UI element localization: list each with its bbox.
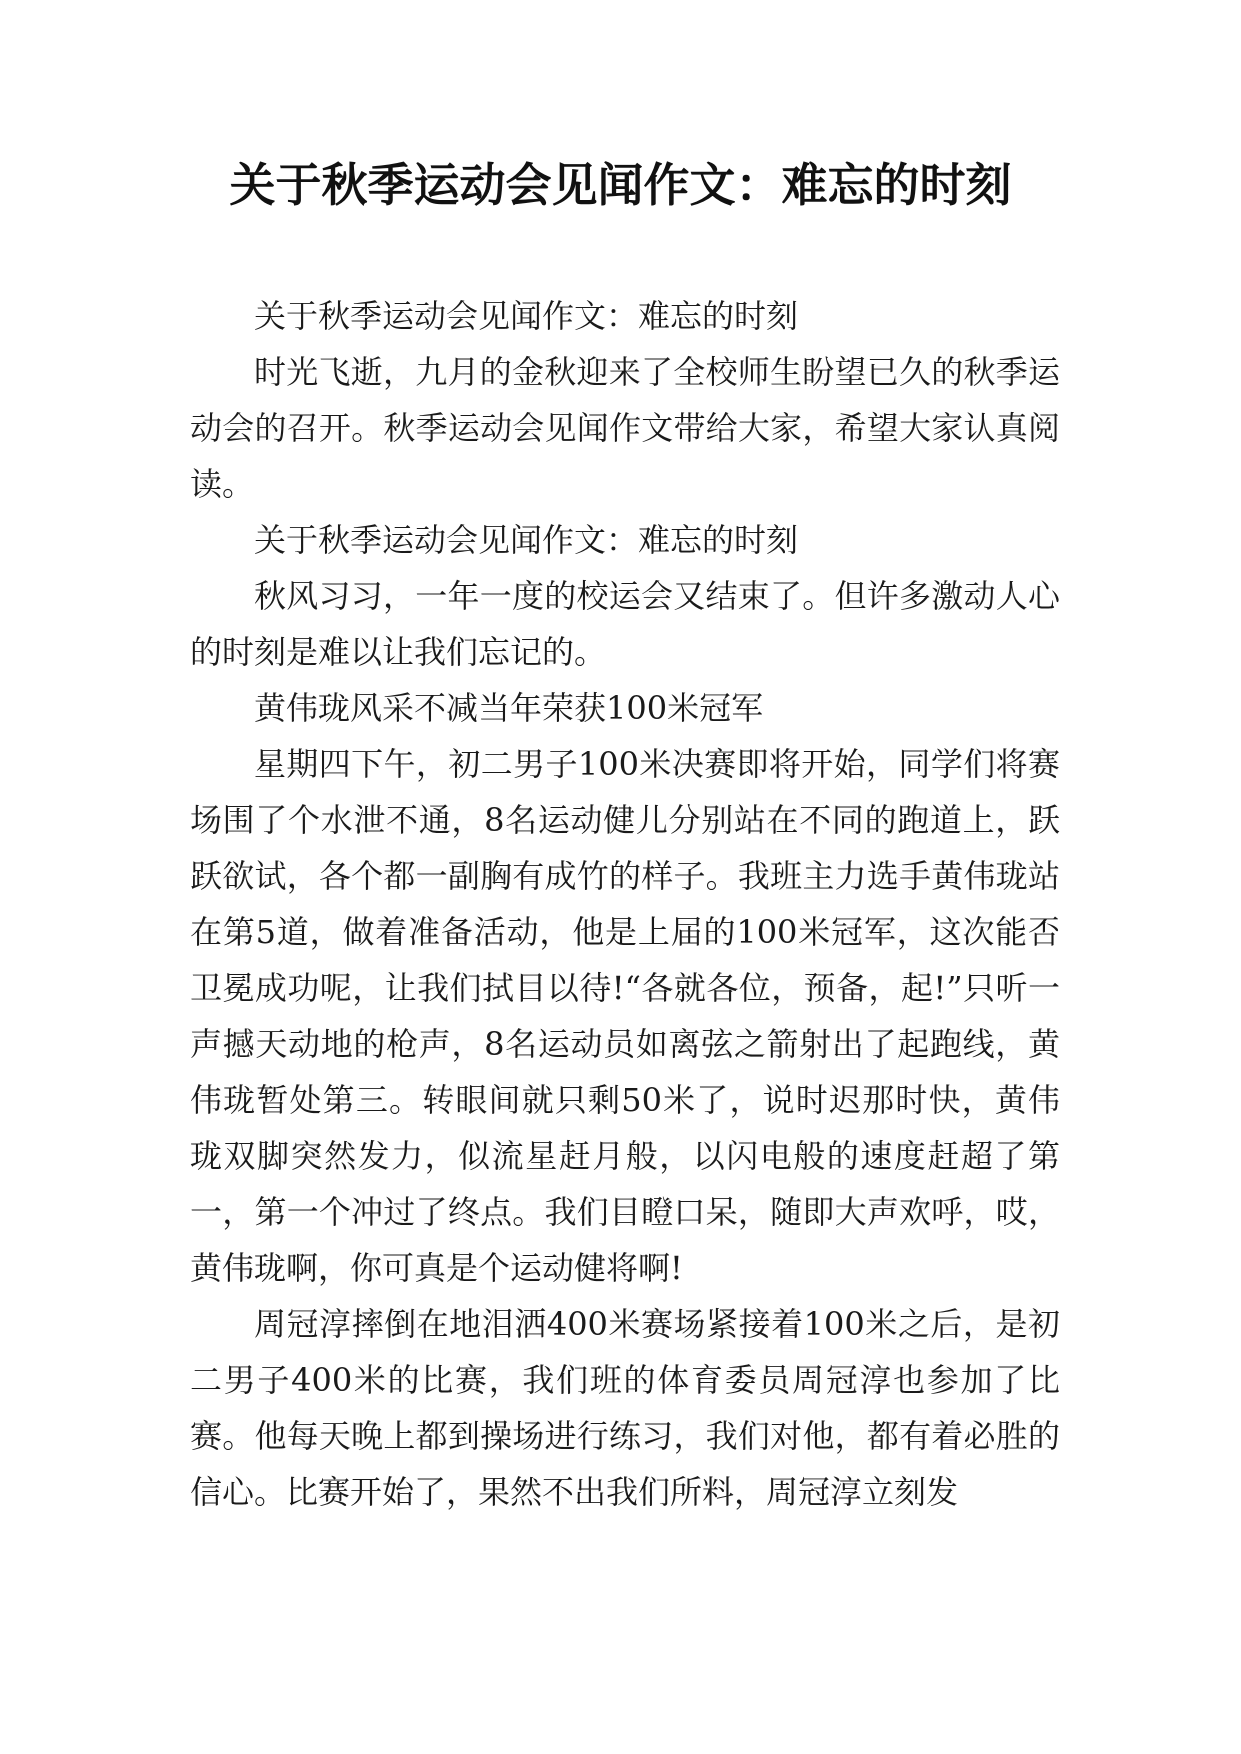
- paragraph-100m-race: 星期四下午，初二男子100米决赛即将开始，同学们将赛场围了个水泄不通，8名运动健儿分别站在不同的跑道上，跃跃欲试，各个都一副胸有成竹的样子。我班主力选手黄伟珑站在第5道，做着准备活动，他是上届的100米冠军，这次能否卫冕成功呢，让我们拭目以待!“各就各位，预备，起!”只听一声撼天动地的枪声，8名运动员如离弦之箭射出了起跑线，黄伟珑暂处第三。转眼间就只剩50米了，说时迟那时快，黄伟珑双脚突然发力，似流星赶月般，以闪电般的速度赶超了第一，第一个冲过了终点。我们目瞪口呆，随即大声欢呼，哎，黄伟珑啊，你可真是个运动健将啊!: [190, 745, 1060, 1287]
- paragraph-subtitle-repeat: 关于秋季运动会见闻作文：难忘的时刻: [254, 521, 799, 559]
- paragraph-intro: 时光飞逝，九月的金秋迎来了全校师生盼望已久的秋季运动会的召开。秋季运动会见闻作文带给大家，希望大家认真阅读。: [190, 353, 1060, 503]
- paragraph-subtitle: 关于秋季运动会见闻作文：难忘的时刻: [254, 297, 799, 335]
- paragraph-400m-race: 周冠淳摔倒在地泪洒400米赛场紧接着100米之后，是初二男子400米的比赛，我们班的体育委员周冠淳也参加了比赛。他每天晚上都到操场进行练习，我们对他，都有着必胜的信心。比赛开始了，果然不出我们所料，周冠淳立刻发: [190, 1305, 1060, 1511]
- page-title: 关于秋季运动会见闻作文：难忘的时刻: [229, 158, 1012, 212]
- document-body: [190, 288, 1060, 1520]
- paragraph-section-heading: 黄伟珑风采不减当年荣获100米冠军: [254, 689, 764, 727]
- paragraph-opening: 秋风习习，一年一度的校运会又结束了。但许多激动人心的时刻是难以让我们忘记的。: [190, 577, 1060, 671]
